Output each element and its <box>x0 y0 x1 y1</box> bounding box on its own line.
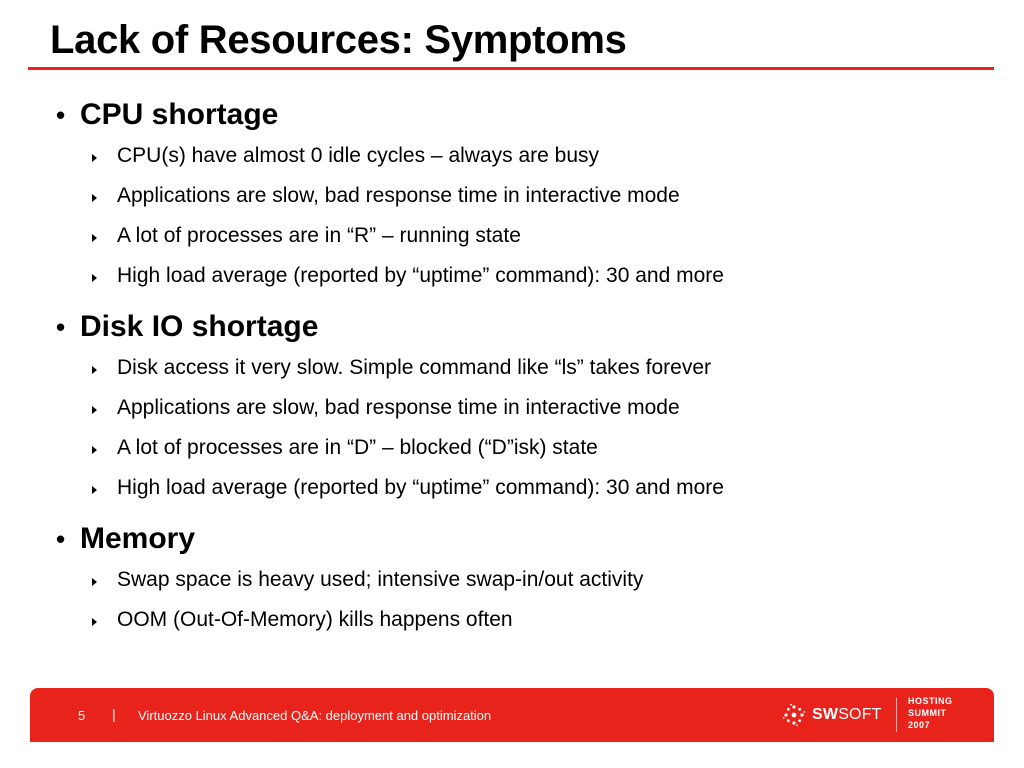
sub-bullet-item <box>56 388 996 428</box>
triangle-bullet-icon <box>92 406 97 414</box>
bullet-heading <box>56 518 996 560</box>
slide-title: Lack of Resources: Symptoms <box>50 18 627 62</box>
sub-bullet-list <box>56 136 996 296</box>
summit-line-1: HOSTING <box>908 696 953 706</box>
sub-bullet-text: Swap space is heavy used; intensive swap-in/out activity <box>117 568 644 591</box>
summit-line-2: SUMMIT <box>908 708 947 718</box>
sub-bullet-text: High load average (reported by “uptime” command): 30 and more <box>117 476 724 499</box>
sub-bullet-item <box>56 216 996 256</box>
bullet-heading <box>56 306 996 348</box>
sub-bullet-item <box>56 560 996 600</box>
bullet-section <box>56 94 996 296</box>
brand-name-bold: SW <box>812 706 839 723</box>
footer-bar <box>30 688 994 742</box>
sub-bullet-item <box>56 468 996 508</box>
bullet-heading-text: CPU shortage <box>80 98 279 131</box>
sub-bullet-text: Disk access it very slow. Simple command like “ls” takes forever <box>117 356 711 379</box>
bullet-heading-text: Disk IO shortage <box>80 310 319 343</box>
hosting-summit-logo <box>908 695 953 731</box>
triangle-bullet-icon <box>92 234 97 242</box>
sub-bullet-list <box>56 560 996 640</box>
brand-name <box>812 706 882 724</box>
logo-divider <box>896 698 897 732</box>
sub-bullet-item <box>56 256 996 296</box>
triangle-bullet-icon <box>92 446 97 454</box>
sub-bullet-text: OOM (Out-Of-Memory) kills happens often <box>117 608 513 631</box>
swsoft-logo <box>782 702 882 728</box>
sub-bullet-text: Applications are slow, bad response time in interactive mode <box>117 396 680 419</box>
footer-separator: | <box>112 706 116 722</box>
sub-bullet-list <box>56 348 996 508</box>
triangle-bullet-icon <box>92 194 97 202</box>
sub-bullet-text: Applications are slow, bad response time in interactive mode <box>117 184 680 207</box>
bullet-section <box>56 518 996 640</box>
sub-bullet-text: CPU(s) have almost 0 idle cycles – always are busy <box>117 144 600 167</box>
bullet-icon: • <box>56 312 66 342</box>
sub-bullet-item <box>56 176 996 216</box>
bullet-heading-text: Memory <box>80 522 196 555</box>
sub-bullet-item <box>56 136 996 176</box>
footer-caption: Virtuozzo Linux Advanced Q&A: deployment and optimization <box>138 708 492 723</box>
triangle-bullet-icon <box>92 578 97 586</box>
sub-bullet-text: A lot of processes are in “R” – running state <box>117 224 521 247</box>
bullet-section <box>56 306 996 508</box>
summit-line-3: 2007 <box>908 720 931 730</box>
sub-bullet-text: High load average (reported by “uptime” command): 30 and more <box>117 264 724 287</box>
triangle-bullet-icon <box>92 154 97 162</box>
triangle-bullet-icon <box>92 366 97 374</box>
triangle-bullet-icon <box>92 618 97 626</box>
sub-bullet-item <box>56 428 996 468</box>
triangle-bullet-icon <box>92 274 97 282</box>
triangle-bullet-icon <box>92 486 97 494</box>
bullet-icon: • <box>56 524 66 554</box>
sub-bullet-item <box>56 348 996 388</box>
bullet-icon: • <box>56 100 66 130</box>
page-number: 5 <box>78 708 86 723</box>
slide-content <box>56 94 996 640</box>
title-underline <box>28 67 994 70</box>
sub-bullet-text: A lot of processes are in “D” – blocked (“D”isk) state <box>117 436 598 459</box>
bullet-heading <box>56 94 996 136</box>
brand-name-rest: SOFT <box>838 706 882 723</box>
swsoft-logo-icon <box>782 703 806 727</box>
sub-bullet-item <box>56 600 996 640</box>
